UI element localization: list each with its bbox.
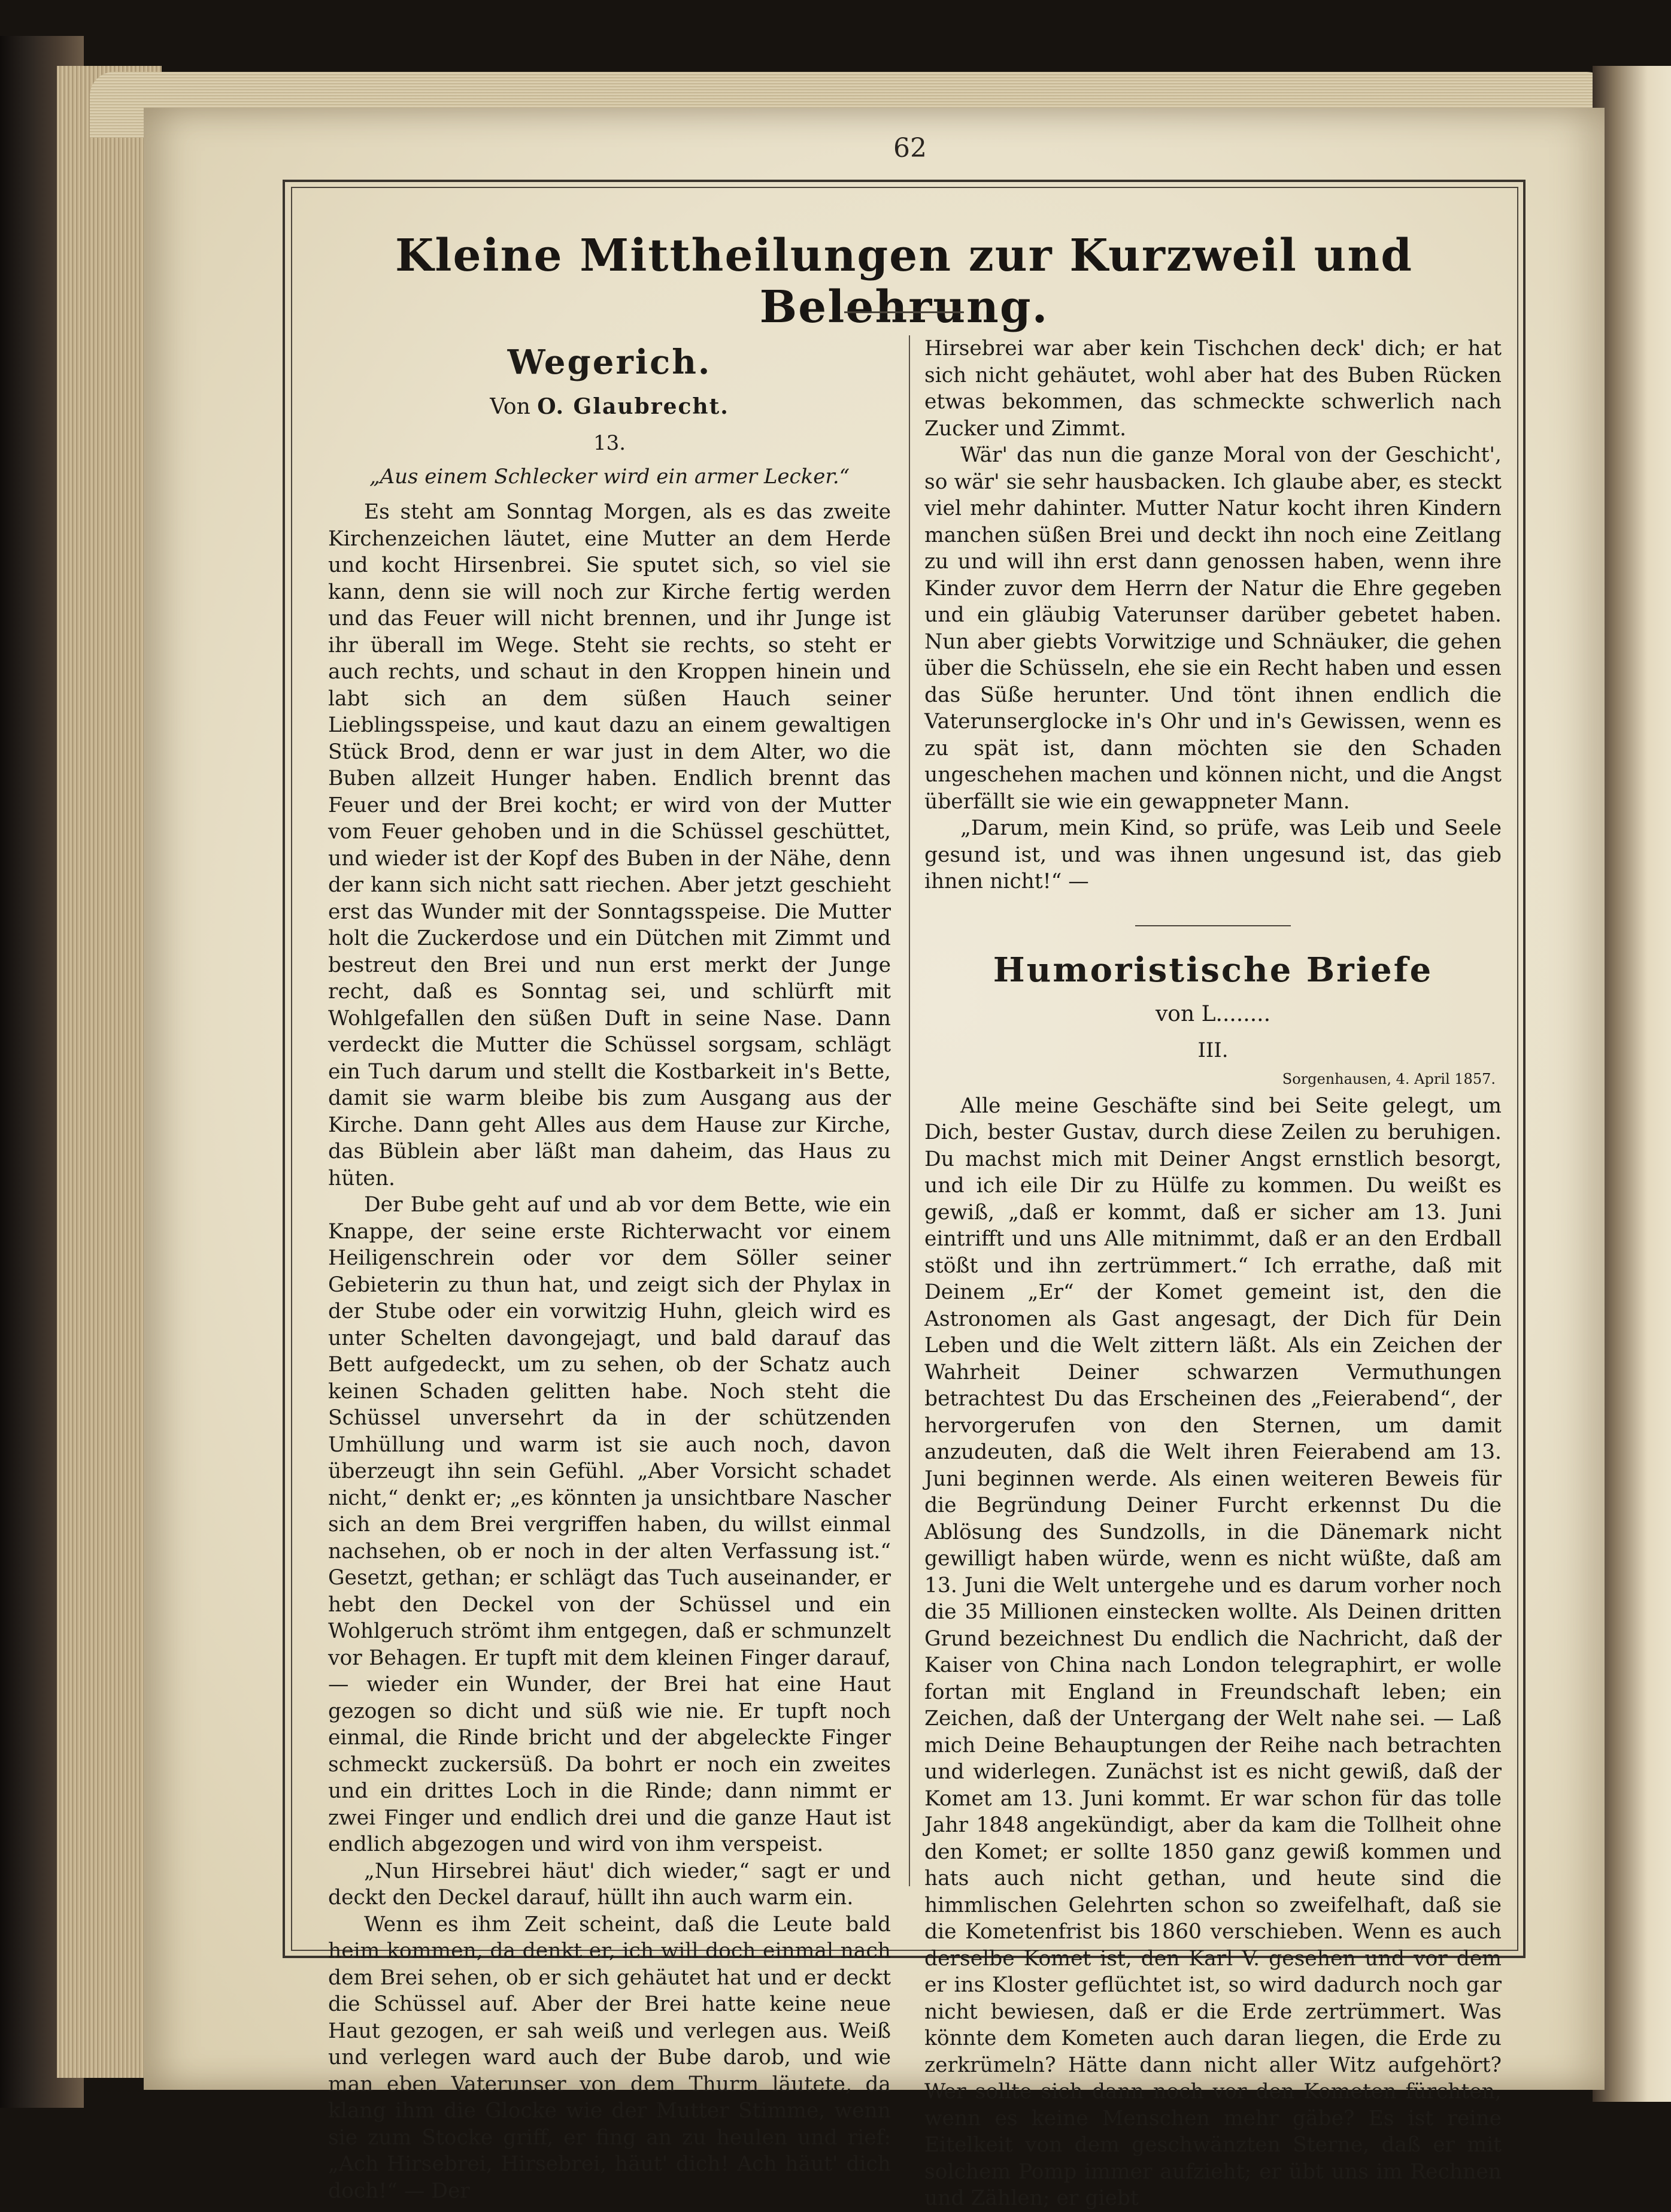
article-number: 13. [593, 431, 626, 455]
page-number: 62 [893, 133, 927, 163]
title-rule [844, 311, 964, 313]
article-number: III. [1197, 1038, 1229, 1062]
left-column [328, 335, 891, 2204]
article-byline [328, 392, 891, 422]
column-divider [909, 335, 910, 1886]
article-title: Humoristische Briefe [993, 950, 1433, 990]
article-motto: „Aus einem Schlecker wird ein armer Lecker.“ [369, 465, 850, 489]
paragraph: Wenn es ihm Zeit scheint, daß die Leute bald heim kommen, da denkt er, ich will doch einmal nach dem Brei sehen, ob er sich gehäutet hat und er deckt die Schüssel auf. Aber der Brei hatte keine neue Haut gezogen, er sah weiß und verlegen aus. Weiß und verlegen ward auch der Bube darob, und wie man eben Vaterunser von dem Thurm läutete, da klang ihm die Glocke wie der Mutter Stimme, wenn sie zum Stocke griff, er fing an zu heulen und rief: „Ach Hirsebrei, Hirsebrei, häut' dich! Ach häut' dich doch!“ — Der [328, 1912, 891, 2203]
paragraph: Der Bube geht auf und ab vor dem Bette, wie ein Knappe, der seine erste Richterwacht vor einem Heiligenschrein oder vor dem Söller seiner Gebieterin zu thun hat, und zeigt sich der Phylax in der Stube oder ein vorwitzig Huhn, gleich wird es unter Schelten davongejagt, und bald darauf das Bett aufgedeckt, um zu sehen, ob der Schatz auch keinen Schaden gelitten habe. Noch steht die Schüssel unversehrt da in der schützenden Umhüllung und warm ist sie auch noch, davon überzeugt ihn sein Gefühl. „Aber Vorsicht schadet nicht,“ denkt er; „es könnten ja unsichtbare Nascher sich an dem Brei vergriffen haben, du willst einmal nachsehen, ob er noch in der alten Verfassung ist.“ Gesetzt, gethan; er schlägt das Tuch auseinander, er hebt den Deckel von der Schüssel und ein Wohlgeruch strömt ihm entgegen, daß er schmunzelt vor Behagen. Er tupft mit dem kleinen Finger darauf, — wieder ein Wunder, der Brei hat eine Haut gezogen so dicht und süß wie nie. Er tupft noch einmal, die Rinde bricht und der abgeleckte Finger schmeckt zuckersüß. Da bohrt er noch ein zweites und ein drittes Loch in die Rinde; dann nimmt er zwei Finger und endlich drei und die ganze Haut ist endlich abgezogen und wird von ihm verspeist. [328, 1193, 891, 1856]
paragraph: „Darum, mein Kind, so prüfe, was Leib und Seele gesund ist, und was ihnen ungesund ist, das gieb ihnen nicht!“ — [924, 816, 1502, 893]
paragraph: Wär' das nun die ganze Moral von der Geschicht', so wär' sie sehr hausbacken. Ich glaube aber, es steckt viel mehr dahinter. Mutter Natur kocht ihren Kindern manchen süßen Brei und deckt ihn noch eine Zeitlang zu und will ihn erst dann genossen haben, wenn ihre Kinder zuvor dem Herrn der Natur die Ehre gegeben und ein gläubig Vaterunser darüber gebetet haben. Nun aber giebts Vorwitzige und Schnäuker, die gehen über die Schüsseln, ehe sie ein Recht haben und essen das Süße herunter. Und tönt ihnen endlich die Vaterunserglocke in's Ohr und in's Gewissen, wenn es zu spät ist, dann möchten sie den Schaden ungeschehen machen und können nicht, und die Angst überfällt sie wie ein gewappneter Mann. [924, 443, 1502, 814]
section-title: Kleine Mittheilungen zur Kurzweil und Belehrung. [395, 230, 1413, 333]
byline-prefix: Von [490, 395, 530, 419]
paragraph: Alle meine Geschäfte sind bei Seite gelegt, um Dich, bester Gustav, durch diese Zeilen zu beruhigen. Du machst mich mit Deiner Angst ernstlich besorgt, und ich eile Dir zu Hülfe zu kommen. Du weißt es gewiß, „daß er kommt, daß er sicher am 13. Juni eintrifft und uns Alle mitnimmt, daß er an den Erdball stößt und ihn zertrümmert.“ Ich errathe, daß mit Deinem „Er“ der Komet gemeint ist, den die Astronomen als Gast angesagt, der Dich für Dein Leben und die Welt zittern läßt. Als ein Zeichen der Wahrheit Deiner schwarzen Vermuthungen betrachtest Du das Erscheinen des „Feierabend“, der hervorgerufen von den Sternen, um damit anzudeuten, daß die Welt ihren Feierabend am 13. Juni beginnen werde. Als einen weiteren Beweis für die Begründung Deiner Furcht erkennst Du die Ablösung des Sundzolls, in die Dänemark nicht gewilligt haben würde, wenn es nicht wüßte, daß am 13. Juni die Welt untergehe und es darum vorher noch die 35 Millionen einstecken wollte. Als Deinen dritten Grund bezeichnest Du endlich die Nachricht, daß der Kaiser von China nach London telegraphirt, er wolle fortan mit England in Freundschaft leben; ein Zeichen, daß der Untergang der Welt nahe sei. — Laß mich Deine Behauptungen der Reihe nach betrachten und widerlegen. Zunächst ist es nicht gewiß, daß der Komet am 13. Juni kommt. Er war schon für das tolle Jahr 1848 angekündigt, aber da kam die Tollheit ohne den Komet; er sollte 1850 ganz gewiß kommen und hats auch nicht gethan, und heute sind die himmlischen Gelehrten schon so zweifelhaft, daß sie die Kometenfrist bis 1860 verschieben. Wenn es auch derselbe Komet ist, den Karl V. gesehen und vor dem er ins Kloster geflüchtet ist, so wird dadurch noch gar nicht bewiesen, daß er die Erde zertrümmert. Was könnte dem Kometen auch daran liegen, die Erde zu zerkrümeln? Hätte dann nicht aller Witz aufgehört? Wer sollte sich dann noch vor den Kometen fürchten, wenn es keine Menschen mehr gäbe? Es ist reine Eitelkeit von dem geschwänzten Sterne, daß er mit solchem Pomp immer aufzieht; er übt uns im Rechnen und Zählen; er giebt [924, 1093, 1502, 2210]
author-name: O. Glaubrecht. [537, 394, 729, 419]
paragraph: Es steht am Sonntag Morgen, als es das zweite Kirchenzeichen läutet, eine Mutter an dem Herde und kocht Hirsenbrei. Sie sputet sich, so viel sie kann, denn sie will noch zur Kirche fertig werden und das Feuer will nicht brennen, und ihr Junge ist ihr überall im Wege. Steht sie rechts, so steht er auch rechts, und schaut in den Kroppen hinein und labt sich an dem süßen Hauch seiner Lieblingsspeise, und kaut dazu an einem gewaltigen Stück Brod, denn er war just in dem Alter, wo die Buben allzeit Hunger haben. Endlich brennt das Feuer und der Brei kocht; er wird von der Mutter vom Feuer gehoben und in die Schüssel geschüttet, und wieder ist der Kopf des Buben in der Nähe, denn der kann sich nicht satt riechen. Aber jetzt geschieht erst das Wunder mit der Sonntagsspeise. Die Mutter holt die Zuckerdose und ein Dütchen mit Zimmt und bestreut den Brei und nun erst merkt der Junge recht, daß es Sonntag sei, und schlürft mit Wohlgefallen den süßen Duft in seine Nase. Dann verdeckt die Mutter die Schüssel sorgsam, schlägt ein Tuch darum und stellt die Kostbarkeit in's Bette, damit sie warm bleibe bis zum Ausgang aus der Kirche. Dann geht Alles aus dem Hause zur Kirche, das Büblein aber läßt man daheim, das Haus zu hüten. [328, 500, 891, 1190]
article-title: Wegerich. [507, 343, 712, 382]
paragraph-continued: Hirsebrei war aber kein Tischchen deck' dich; er hat sich nicht gehäutet, wohl aber hat des Buben Rücken etwas bekommen, das schmeckte schwerlich nach Zucker und Zimmt. [924, 337, 1502, 441]
right-column [924, 335, 1502, 2212]
article-separator [1135, 925, 1291, 926]
letter-dateline: Sorgenhausen, 4. April 1857. [1282, 1070, 1496, 1087]
article-byline: von L........ [1155, 1001, 1271, 1026]
paragraph: „Nun Hirsebrei häut' dich wieder,“ sagt er und deckt den Deckel darauf, hüllt ihn auch warm ein. [328, 1859, 891, 1910]
